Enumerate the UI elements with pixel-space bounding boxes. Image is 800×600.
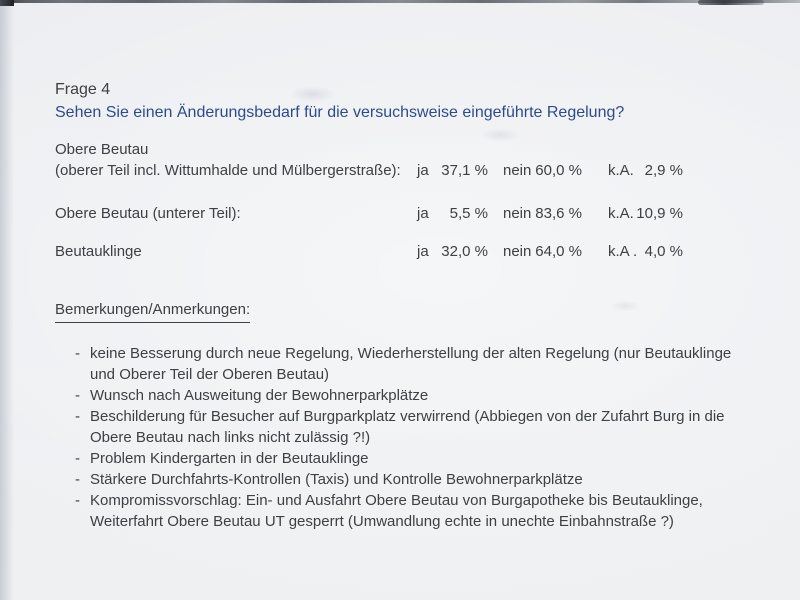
remark-item: [75, 448, 737, 469]
remarks-heading: Bemerkungen/Anmerkungen:: [55, 300, 250, 323]
scan-top-right-smudge: [698, 0, 764, 5]
bullet-dash: -: [75, 408, 80, 425]
ja-value: 37,1 %: [441, 162, 488, 179]
bullet-dash: -: [75, 450, 80, 467]
row-label-line2: (oberer Teil incl. Wittumhalde und Mülbergerstraße):: [55, 162, 401, 179]
result-row: [0, 242, 800, 262]
nein-label: nein: [503, 243, 532, 260]
remark-item: [75, 490, 737, 532]
ja-label: ja: [417, 243, 429, 260]
nein-label: nein: [503, 162, 532, 179]
remark-text: Kompromissvorschlag: Ein- und Ausfahrt Obere Beutau von Burgapotheke bis Beutauklinge, Weiterfahrt Obere Beutau UT gesperrt (Umwandlung echte in unechte Einbahnstraße ?): [90, 492, 703, 530]
nein-value: 83,6 %: [535, 205, 582, 222]
remark-text: Stärkere Durchfahrts-Kontrollen (Taxis) und Kontrolle Bewohnerparkplätze: [90, 471, 583, 488]
row-label-line1: Beutauklinge: [55, 243, 142, 260]
result-row: [0, 204, 800, 224]
scan-left-edge-shading: [0, 0, 14, 600]
nein-value: 60,0 %: [535, 162, 582, 179]
ka-label: k.A .: [608, 243, 638, 260]
nein-value: 64,0 %: [535, 243, 582, 260]
ka-label: k.A.: [608, 205, 634, 222]
bullet-dash: -: [75, 387, 80, 404]
remark-text: Wunsch nach Ausweitung der Bewohnerparkplätze: [90, 387, 429, 404]
nein-label: nein: [503, 205, 532, 222]
row-label-line1: Obere Beutau (unterer Teil):: [55, 205, 241, 222]
ja-label: ja: [417, 162, 429, 179]
remark-text: Beschilderung für Besucher auf Burgparkplatz verwirrend (Abbiegen von der Zufahrt Burg in die Obere Beutau nach links nicht zulässig ?!): [90, 408, 725, 446]
page-title: Frage 4: [55, 81, 111, 98]
ka-value: 2,9 %: [644, 162, 683, 179]
bullet-dash: -: [75, 345, 80, 362]
remark-text: keine Besserung durch neue Regelung, Wiederherstellung der alten Regelung (nur Beutauklinge und Oberer Teil der Oberen Beutau): [90, 345, 732, 383]
ja-value: 5,5 %: [449, 205, 488, 222]
remark-item: [75, 406, 737, 448]
bullet-dash: -: [75, 492, 80, 509]
row-label-line1: Obere Beutau: [55, 141, 149, 158]
scan-smudge: [610, 300, 640, 312]
remarks-list: [75, 343, 737, 532]
ka-value: 10,9 %: [636, 205, 683, 222]
ka-value: 4,0 %: [644, 243, 683, 260]
ja-value: 32,0 %: [441, 243, 488, 260]
survey-question: Sehen Sie einen Änderungsbedarf für die versuchsweise eingeführte Regelung?: [55, 104, 625, 121]
scan-smudge: [290, 86, 336, 102]
remark-item: [75, 385, 737, 406]
ka-label: k.A.: [608, 162, 634, 179]
scan-top-edge-artifact: [0, 0, 800, 3]
remark-text: Problem Kindergarten in der Beutauklinge: [90, 450, 369, 467]
remark-item: [75, 469, 737, 490]
ja-label: ja: [417, 205, 429, 222]
result-row: [0, 140, 800, 160]
result-row-values: [0, 161, 800, 181]
bullet-dash: -: [75, 471, 80, 488]
remark-item: [75, 343, 737, 385]
